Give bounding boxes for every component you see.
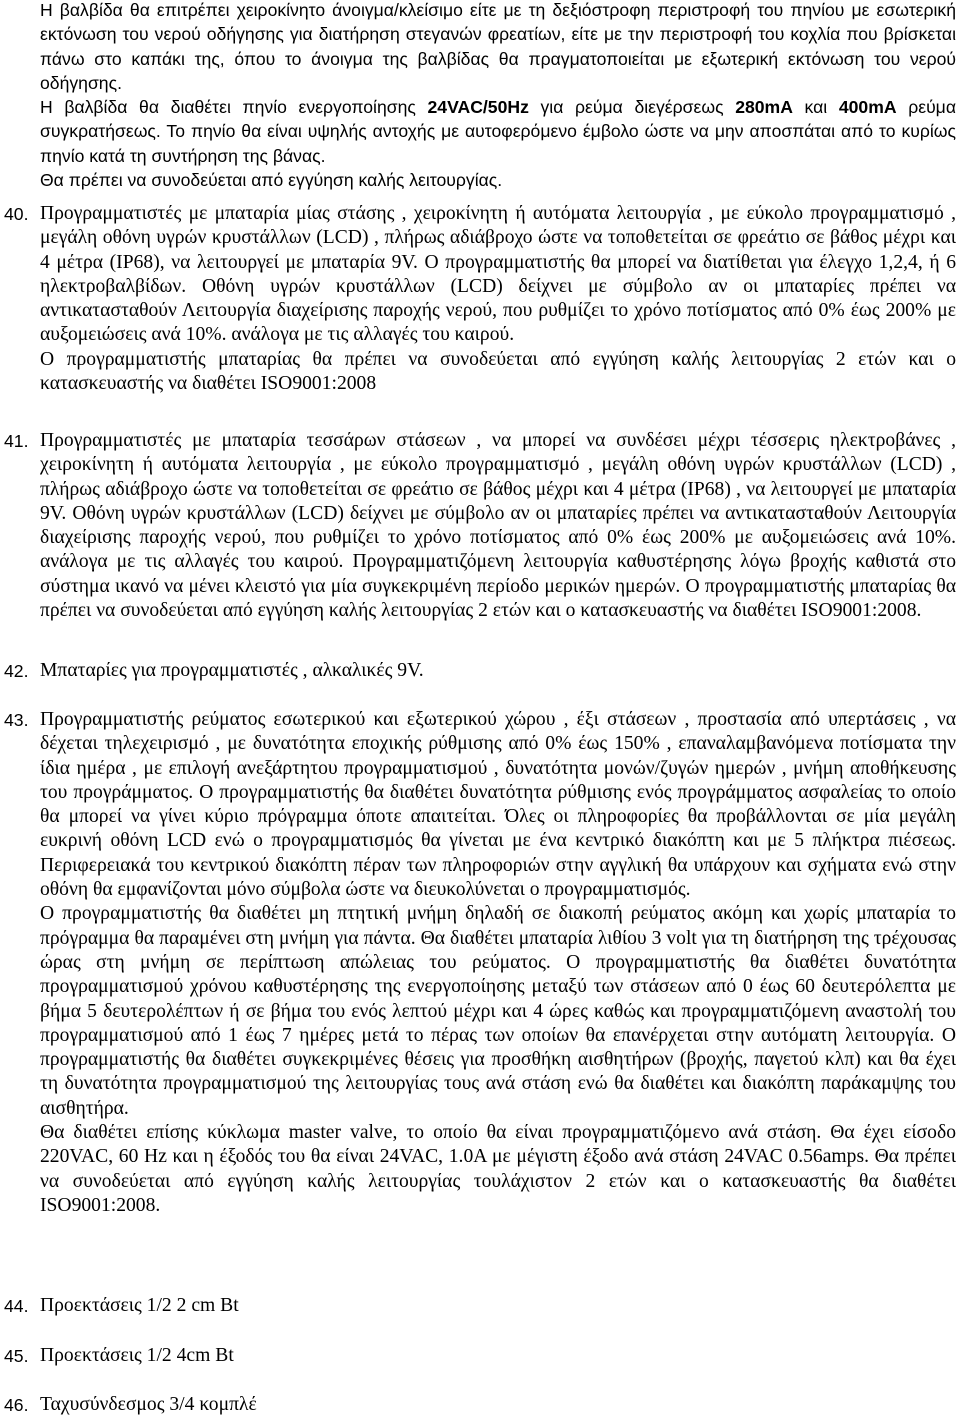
- item-paragraph: Προεκτάσεις 1/2 4cm Bt: [40, 1345, 234, 1366]
- item-body: [40, 202, 956, 396]
- item-body: [40, 429, 956, 623]
- coil-text: για ρεύμα διεγέρσεως: [528, 97, 736, 118]
- item-body: [40, 1393, 956, 1417]
- item-paragraph: Ο προγραμματιστής θα διαθέτει μη πτητική μνήμη δηλαδή σε διακοπή ρεύματος ακόμη και χωρίς μπαταρία το πρόγραμμα θα παραμένει στη μνήμη για πάντα. Θα διαθέτει μπαταρία λιθίου 3 volt για τη διατήρηση της τρέχουσας ώρας στη μνήμη σε περίπτωση απώλειας του ρεύματος. Ο προγραμματιστής θα διαθέτει δυνατότητα προγραμματισμού χρόνου καθυστέρησης της ενεργοποίησης μεταξύ των στάσεων από 0 έως 60 δευτερόλεπτα με βήμα 5 δευτερολέπτων ή σε βήμα του ενός λεπτού μέχρι και 4 ώρες καθώς και προγραμματιζόμενη αναστολή του προγραμματισμού από 1 έως 7 ημέρες μετά το πέρας των οποίων θα επανέρχεται στην αυτόματη λειτουργία. Ο προγραμματιστής θα διαθέτει συγκεκριμένες θέσεις για προσθήκη αισθητήρων (βροχής, παγετού κλπ) και θα έχει τη δυνατότητα προγραμματισμού της λειτουργίας τους ανά στάση ενώ θα διαθέτει και διακόπτη παράκαμψης του αισθητήρα.: [40, 903, 956, 1119]
- item-paragraph: Προεκτάσεις 1/2 2 cm Bt: [40, 1295, 239, 1316]
- coil-text: και: [792, 97, 839, 118]
- item-body: [40, 1344, 956, 1368]
- item-body: [40, 659, 956, 683]
- coil-text: Η βαλβίδα θα διαθέτει πηνίο ενεργοποίησης: [40, 97, 428, 118]
- item-paragraph: Ο προγραμματιστής μπαταρίας θα πρέπει να συνοδεύεται από εγγύηση καλής λειτουργίας 2 ετών και ο κατασκευαστής να διαθέτει ISO9001:2008: [40, 348, 956, 395]
- item-paragraph: Προγραμματιστής ρεύματος εσωτερικού και εξωτερικού χώρου , έξι στάσεων , προστασία από υπερτάσεις , να δέχεται τηλεχειρισμό , με δυνατότητα εποχικής ρύθμισης από 0% έως 150% , επαναλαμβανόμενα ποτίσματα την ίδια ημέρα , με επιλογή ανεξάρτητου προγραμματισμού , δυνατότητα μονών/ζυγών ημερών , μνήμη αποθήκευσης του προγράμματος. Ο προγραμματιστής θα διαθέτει δυνατότητα ρύθμισης ενός προγράμματος ασφαλείας το οποίο θα μπορεί να γίνει κύριο πρόγραμμα όποτε απαιτείται. Όλες οι πληροφορίες θα προβάλλονται σε μία μεγάλη ευκρινή οθόνη LCD ενώ ο προγραμματισμός θα γίνεται με ένα κεντρικό διακόπτη και με 5 πλήκτρα πιέσεως. Περιφερειακά του κεντρικού διακόπτη πέραν των πληροφοριών στην αγγλική θα υπάρχουν και σχήματα ενώ στην οθόνη θα εμφανίζονται μόνο σύμβολα ώστε να διευκολύνεται ο προγραμματισμός.: [40, 709, 956, 901]
- intro-paragraph-valve-operation: Η βαλβίδα θα επιτρέπει χειροκίνητο άνοιγμα/κλείσιμο είτε με τη δεξιόστροφη περιστροφή του πηνίου με εσωτερική εκτόνωση του νερού οδήγησης για διατήρηση στεγανών φρεατίων, είτε με την περιστροφή του κοχλία που βρίσκεται πάνω στο καπάκι της, όπου το άνοιγμα της βαλβίδας θα πραγματοποιείται με εξωτερική εκτόνωση του νερού οδήγησης.: [40, 0, 956, 93]
- item-paragraph: Ταχυσύνδεσμος 3/4 κομπλέ: [40, 1394, 257, 1415]
- item-number: 44.: [4, 1296, 29, 1316]
- item-paragraph: Θα διαθέτει επίσης κύκλωμα master valve, το οποίο θα είναι προγραμματιζόμενο ανά στάση. Θα έχει είσοδο 220VAC, 60 Hz και η έξοδός του θα είναι 24VAC, 1.0A με μέγιστη έξοδο ανά στάση 24VAC 0.56amps. Θα πρέπει να συνοδεύεται από εγγύηση καλής λειτουργίας τουλάχιστον 2 ετών και ο κατασκευαστής θα διαθέτει ISO9001:2008.: [40, 1122, 956, 1216]
- item-body: [40, 708, 956, 1218]
- item-paragraph: Μπαταρίες για προγραμματιστές , αλκαλικές 9V.: [40, 660, 424, 681]
- coil-text: ρεύμα συγκρατήσεως. Το πηνίο θα είναι υψηλής αντοχής με αυτοφερόμενο έμβολο ώστε να μην αποσπάται από το κυρίως πηνίο κατά τη συντήρηση της βάνας.: [40, 97, 956, 166]
- item-number: 45.: [4, 1346, 29, 1366]
- item-number: 41.: [4, 431, 29, 451]
- item-number: 43.: [4, 710, 29, 730]
- item-paragraph: Προγραμματιστές με μπαταρία μίας στάσης , χειροκίνητη ή αυτόματα λειτουργία , με εύκολο προγραμματισμό , μεγάλη οθόνη υγρών κρυστάλλων (LCD) , πλήρως αδιάβροχο ώστε να τοποθετείται σε φρεάτιο σε βάθος μέχρι και 4 μέτρα (IP68), να λειτουργεί με μπαταρία 9V. Ο προγραμματιστής θα μπορεί να διατίθεται για έλεγχο 1,2,4, ή 6 ηλεκτροβαλβίδων. Οθόνη υγρών κρυστάλλων (LCD) δείχνει με σύμβολο αν οι μπαταρίες πρέπει να αντικατασταθούν Λειτουργία διαχείρισης παροχής νερού, που ρυθμίζει το χρόνο ποτίσματος από 0% έως 200% με αυξομειώσεις ανά 10%. ανάλογα με τις αλλαγές του καιρού.: [40, 203, 956, 346]
- item-number: 46.: [4, 1395, 29, 1415]
- intro-section: [40, 0, 956, 192]
- intro-paragraph-warranty: Θα πρέπει να συνοδεύεται από εγγύηση καλής λειτουργίας.: [40, 170, 503, 191]
- coil-holding-current: 400mA: [838, 97, 897, 118]
- intro-paragraph-coil: [40, 95, 956, 168]
- item-paragraph: Προγραμματιστές με μπαταρία τεσσάρων στάσεων , να μπορεί να συνδέσει μέχρι τέσσερις ηλεκτροβάνες , χειροκίνητη ή αυτόματα λειτουργία , με εύκολο προγραμματισμό , μεγάλη οθόνη υγρών κρυστάλλων (LCD) , πλήρως αδιάβροχο ώστε να τοποθετείται σε φρεάτιο σε βάθος μέχρι και 4 μέτρα (IP68) , να λειτουργεί με μπαταρία 9V. Οθόνη υγρών κρυστάλλων (LCD) δείχνει με σύμβολο αν οι μπαταρίες πρέπει να αντικατασταθούν Λειτουργία διαχείρισης παροχής νερού, που ρυθμίζει το χρόνο ποτίσματος από 0% έως 200% με αυξομειώσεις ανά 10%. ανάλογα με τις αλλαγές του καιρού. Προγραμματιζόμενη λειτουργία καθυστέρησης λόγω βροχής καθιστά στο σύστημα ικανό να μένει κλειστό για μία συγκεκριμένη περίοδο μερικών ημερών. Ο προγραμματιστής μπαταρίας θα πρέπει να συνοδεύεται από εγγύηση καλής λειτουργίας 2 ετών και ο κατασκευαστής να διαθέτει ISO9001:2008.: [40, 430, 956, 622]
- coil-inrush-current: 280mA: [735, 97, 793, 118]
- item-number: 42.: [4, 661, 29, 681]
- item-number: 40.: [4, 204, 29, 224]
- item-body: [40, 1294, 956, 1318]
- coil-voltage: 24VAC/50Hz: [427, 97, 529, 118]
